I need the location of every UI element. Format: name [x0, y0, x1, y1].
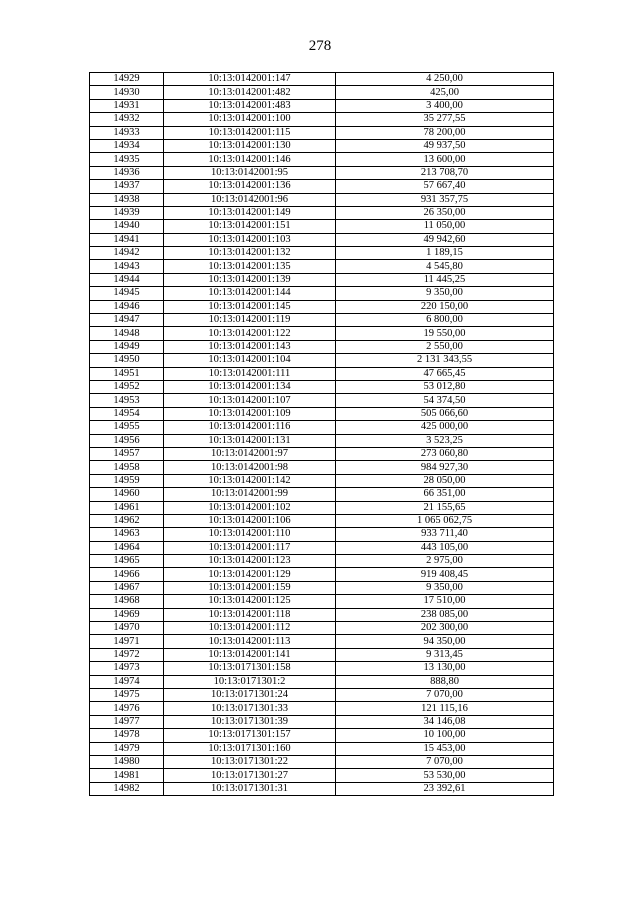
amount-cell: 28 050,00 [336, 474, 554, 487]
row-number-cell: 14945 [90, 287, 164, 300]
row-number-cell: 14974 [90, 675, 164, 688]
cadastral-number-cell: 10:13:0142001:134 [164, 380, 336, 393]
table-row [90, 99, 554, 112]
row-number-cell: 14972 [90, 648, 164, 661]
amount-cell: 11 050,00 [336, 220, 554, 233]
cadastral-number-cell: 10:13:0142001:99 [164, 488, 336, 501]
table-row [90, 769, 554, 782]
table-row [90, 314, 554, 327]
row-number-cell: 14950 [90, 354, 164, 367]
amount-cell: 919 408,45 [336, 568, 554, 581]
row-number-cell: 14934 [90, 139, 164, 152]
row-number-cell: 14961 [90, 501, 164, 514]
cadastral-number-cell: 10:13:0142001:95 [164, 166, 336, 179]
amount-cell: 15 453,00 [336, 742, 554, 755]
row-number-cell: 14931 [90, 99, 164, 112]
cadastral-number-cell: 10:13:0142001:119 [164, 314, 336, 327]
cadastral-number-cell: 10:13:0142001:100 [164, 113, 336, 126]
amount-cell: 505 066,60 [336, 407, 554, 420]
table-row [90, 488, 554, 501]
row-number-cell: 14937 [90, 180, 164, 193]
table-row [90, 206, 554, 219]
row-number-cell: 14944 [90, 273, 164, 286]
table-row [90, 193, 554, 206]
amount-cell: 53 012,80 [336, 380, 554, 393]
cadastral-number-cell: 10:13:0171301:2 [164, 675, 336, 688]
cadastral-number-cell: 10:13:0142001:482 [164, 86, 336, 99]
amount-cell: 34 146,08 [336, 715, 554, 728]
amount-cell: 2 550,00 [336, 340, 554, 353]
cadastral-number-cell: 10:13:0142001:96 [164, 193, 336, 206]
table-row [90, 260, 554, 273]
table-row [90, 434, 554, 447]
row-number-cell: 14968 [90, 595, 164, 608]
amount-cell: 4 250,00 [336, 73, 554, 86]
amount-cell: 26 350,00 [336, 206, 554, 219]
row-number-cell: 14939 [90, 206, 164, 219]
amount-cell: 11 445,25 [336, 273, 554, 286]
amount-cell: 17 510,00 [336, 595, 554, 608]
amount-cell: 13 600,00 [336, 153, 554, 166]
amount-cell: 425 000,00 [336, 421, 554, 434]
amount-cell: 933 711,40 [336, 528, 554, 541]
cadastral-number-cell: 10:13:0142001:159 [164, 581, 336, 594]
amount-cell: 121 115,16 [336, 702, 554, 715]
cadastral-number-cell: 10:13:0142001:139 [164, 273, 336, 286]
table-row [90, 501, 554, 514]
cadastral-number-cell: 10:13:0142001:106 [164, 514, 336, 527]
cadastral-number-cell: 10:13:0142001:147 [164, 73, 336, 86]
table-row [90, 474, 554, 487]
table-row [90, 528, 554, 541]
amount-cell: 238 085,00 [336, 608, 554, 621]
row-number-cell: 14941 [90, 233, 164, 246]
cadastral-number-cell: 10:13:0142001:111 [164, 367, 336, 380]
row-number-cell: 14965 [90, 555, 164, 568]
cadastral-number-cell: 10:13:0142001:136 [164, 180, 336, 193]
row-number-cell: 14952 [90, 380, 164, 393]
amount-cell: 9 350,00 [336, 287, 554, 300]
table-row [90, 568, 554, 581]
row-number-cell: 14953 [90, 394, 164, 407]
cadastral-number-cell: 10:13:0142001:115 [164, 126, 336, 139]
row-number-cell: 14948 [90, 327, 164, 340]
row-number-cell: 14977 [90, 715, 164, 728]
table-row [90, 233, 554, 246]
table-row [90, 166, 554, 179]
row-number-cell: 14964 [90, 541, 164, 554]
table-row [90, 742, 554, 755]
row-number-cell: 14935 [90, 153, 164, 166]
row-number-cell: 14932 [90, 113, 164, 126]
row-number-cell: 14933 [90, 126, 164, 139]
amount-cell: 78 200,00 [336, 126, 554, 139]
row-number-cell: 14946 [90, 300, 164, 313]
table-row [90, 662, 554, 675]
row-number-cell: 14957 [90, 447, 164, 460]
amount-cell: 9 350,00 [336, 581, 554, 594]
table-row [90, 220, 554, 233]
amount-cell: 53 530,00 [336, 769, 554, 782]
row-number-cell: 14956 [90, 434, 164, 447]
table-row [90, 139, 554, 152]
cadastral-number-cell: 10:13:0142001:103 [164, 233, 336, 246]
cadastral-number-cell: 10:13:0171301:31 [164, 782, 336, 795]
table-row [90, 247, 554, 260]
cadastral-number-cell: 10:13:0142001:104 [164, 354, 336, 367]
table-row [90, 755, 554, 768]
table-row [90, 555, 554, 568]
page-number: 278 [308, 38, 332, 54]
table-row [90, 447, 554, 460]
table-row [90, 180, 554, 193]
amount-cell: 19 550,00 [336, 327, 554, 340]
row-number-cell: 14962 [90, 514, 164, 527]
amount-cell: 1 189,15 [336, 247, 554, 260]
table-row [90, 729, 554, 742]
amount-cell: 23 392,61 [336, 782, 554, 795]
amount-cell: 1 065 062,75 [336, 514, 554, 527]
amount-cell: 273 060,80 [336, 447, 554, 460]
cadastral-number-cell: 10:13:0142001:146 [164, 153, 336, 166]
row-number-cell: 14940 [90, 220, 164, 233]
row-number-cell: 14976 [90, 702, 164, 715]
row-number-cell: 14949 [90, 340, 164, 353]
amount-cell: 10 100,00 [336, 729, 554, 742]
amount-cell: 35 277,55 [336, 113, 554, 126]
table-row [90, 595, 554, 608]
amount-cell: 57 667,40 [336, 180, 554, 193]
row-number-cell: 14967 [90, 581, 164, 594]
table-row [90, 287, 554, 300]
table-row [90, 514, 554, 527]
cadastral-number-cell: 10:13:0142001:141 [164, 648, 336, 661]
row-number-cell: 14963 [90, 528, 164, 541]
amount-cell: 94 350,00 [336, 635, 554, 648]
table-row [90, 380, 554, 393]
row-number-cell: 14980 [90, 755, 164, 768]
cadastral-number-cell: 10:13:0142001:129 [164, 568, 336, 581]
table-row [90, 73, 554, 86]
amount-cell: 984 927,30 [336, 461, 554, 474]
row-number-cell: 14943 [90, 260, 164, 273]
amount-cell: 6 800,00 [336, 314, 554, 327]
amount-cell: 21 155,65 [336, 501, 554, 514]
row-number-cell: 14982 [90, 782, 164, 795]
cadastral-number-cell: 10:13:0142001:113 [164, 635, 336, 648]
row-number-cell: 14981 [90, 769, 164, 782]
row-number-cell: 14936 [90, 166, 164, 179]
amount-cell: 931 357,75 [336, 193, 554, 206]
table-row [90, 113, 554, 126]
registry-table [89, 72, 554, 796]
cadastral-number-cell: 10:13:0142001:117 [164, 541, 336, 554]
cadastral-number-cell: 10:13:0142001:112 [164, 622, 336, 635]
row-number-cell: 14938 [90, 193, 164, 206]
amount-cell: 425,00 [336, 86, 554, 99]
row-number-cell: 14979 [90, 742, 164, 755]
table-row [90, 688, 554, 701]
row-number-cell: 14971 [90, 635, 164, 648]
amount-cell: 443 105,00 [336, 541, 554, 554]
row-number-cell: 14970 [90, 622, 164, 635]
amount-cell: 49 942,60 [336, 233, 554, 246]
cadastral-number-cell: 10:13:0142001:98 [164, 461, 336, 474]
table-row [90, 635, 554, 648]
cadastral-number-cell: 10:13:0171301:39 [164, 715, 336, 728]
cadastral-number-cell: 10:13:0142001:135 [164, 260, 336, 273]
table-row [90, 541, 554, 554]
cadastral-number-cell: 10:13:0142001:123 [164, 555, 336, 568]
row-number-cell: 14947 [90, 314, 164, 327]
cadastral-number-cell: 10:13:0142001:145 [164, 300, 336, 313]
cadastral-number-cell: 10:13:0142001:110 [164, 528, 336, 541]
table-row [90, 622, 554, 635]
table-row [90, 648, 554, 661]
row-number-cell: 14966 [90, 568, 164, 581]
table-row [90, 86, 554, 99]
cadastral-number-cell: 10:13:0171301:33 [164, 702, 336, 715]
table-row [90, 782, 554, 795]
table-row [90, 153, 554, 166]
amount-cell: 54 374,50 [336, 394, 554, 407]
cadastral-number-cell: 10:13:0142001:142 [164, 474, 336, 487]
cadastral-number-cell: 10:13:0142001:107 [164, 394, 336, 407]
amount-cell: 66 351,00 [336, 488, 554, 501]
amount-cell: 4 545,80 [336, 260, 554, 273]
table-row [90, 702, 554, 715]
amount-cell: 47 665,45 [336, 367, 554, 380]
amount-cell: 7 070,00 [336, 688, 554, 701]
amount-cell: 220 150,00 [336, 300, 554, 313]
cadastral-number-cell: 10:13:0142001:149 [164, 206, 336, 219]
cadastral-number-cell: 10:13:0171301:22 [164, 755, 336, 768]
row-number-cell: 14978 [90, 729, 164, 742]
cadastral-number-cell: 10:13:0142001:125 [164, 595, 336, 608]
table-row [90, 300, 554, 313]
row-number-cell: 14930 [90, 86, 164, 99]
table-row [90, 367, 554, 380]
row-number-cell: 14951 [90, 367, 164, 380]
cadastral-number-cell: 10:13:0142001:151 [164, 220, 336, 233]
cadastral-number-cell: 10:13:0142001:143 [164, 340, 336, 353]
table-row [90, 581, 554, 594]
row-number-cell: 14973 [90, 662, 164, 675]
cadastral-number-cell: 10:13:0142001:102 [164, 501, 336, 514]
cadastral-number-cell: 10:13:0142001:130 [164, 139, 336, 152]
row-number-cell: 14955 [90, 421, 164, 434]
cadastral-number-cell: 10:13:0142001:483 [164, 99, 336, 112]
amount-cell: 7 070,00 [336, 755, 554, 768]
cadastral-number-cell: 10:13:0142001:97 [164, 447, 336, 460]
cadastral-number-cell: 10:13:0142001:144 [164, 287, 336, 300]
cadastral-number-cell: 10:13:0171301:160 [164, 742, 336, 755]
cadastral-number-cell: 10:13:0142001:109 [164, 407, 336, 420]
row-number-cell: 14969 [90, 608, 164, 621]
amount-cell: 213 708,70 [336, 166, 554, 179]
table-row [90, 126, 554, 139]
table-row [90, 340, 554, 353]
table-row [90, 407, 554, 420]
table-row [90, 675, 554, 688]
cadastral-number-cell: 10:13:0142001:118 [164, 608, 336, 621]
row-number-cell: 14958 [90, 461, 164, 474]
table-row [90, 421, 554, 434]
row-number-cell: 14929 [90, 73, 164, 86]
row-number-cell: 14960 [90, 488, 164, 501]
row-number-cell: 14954 [90, 407, 164, 420]
amount-cell: 2 131 343,55 [336, 354, 554, 367]
table-row [90, 394, 554, 407]
table-row [90, 273, 554, 286]
amount-cell: 9 313,45 [336, 648, 554, 661]
row-number-cell: 14942 [90, 247, 164, 260]
cadastral-number-cell: 10:13:0142001:131 [164, 434, 336, 447]
amount-cell: 3 400,00 [336, 99, 554, 112]
amount-cell: 2 975,00 [336, 555, 554, 568]
amount-cell: 13 130,00 [336, 662, 554, 675]
registry-table-body [90, 73, 554, 796]
cadastral-number-cell: 10:13:0142001:116 [164, 421, 336, 434]
table-row [90, 327, 554, 340]
amount-cell: 202 300,00 [336, 622, 554, 635]
cadastral-number-cell: 10:13:0171301:158 [164, 662, 336, 675]
cadastral-number-cell: 10:13:0171301:27 [164, 769, 336, 782]
table-row [90, 608, 554, 621]
row-number-cell: 14959 [90, 474, 164, 487]
amount-cell: 888,80 [336, 675, 554, 688]
cadastral-number-cell: 10:13:0142001:122 [164, 327, 336, 340]
table-row [90, 354, 554, 367]
table-row [90, 461, 554, 474]
cadastral-number-cell: 10:13:0171301:157 [164, 729, 336, 742]
cadastral-number-cell: 10:13:0142001:132 [164, 247, 336, 260]
amount-cell: 3 523,25 [336, 434, 554, 447]
row-number-cell: 14975 [90, 688, 164, 701]
table-row [90, 715, 554, 728]
cadastral-number-cell: 10:13:0171301:24 [164, 688, 336, 701]
amount-cell: 49 937,50 [336, 139, 554, 152]
